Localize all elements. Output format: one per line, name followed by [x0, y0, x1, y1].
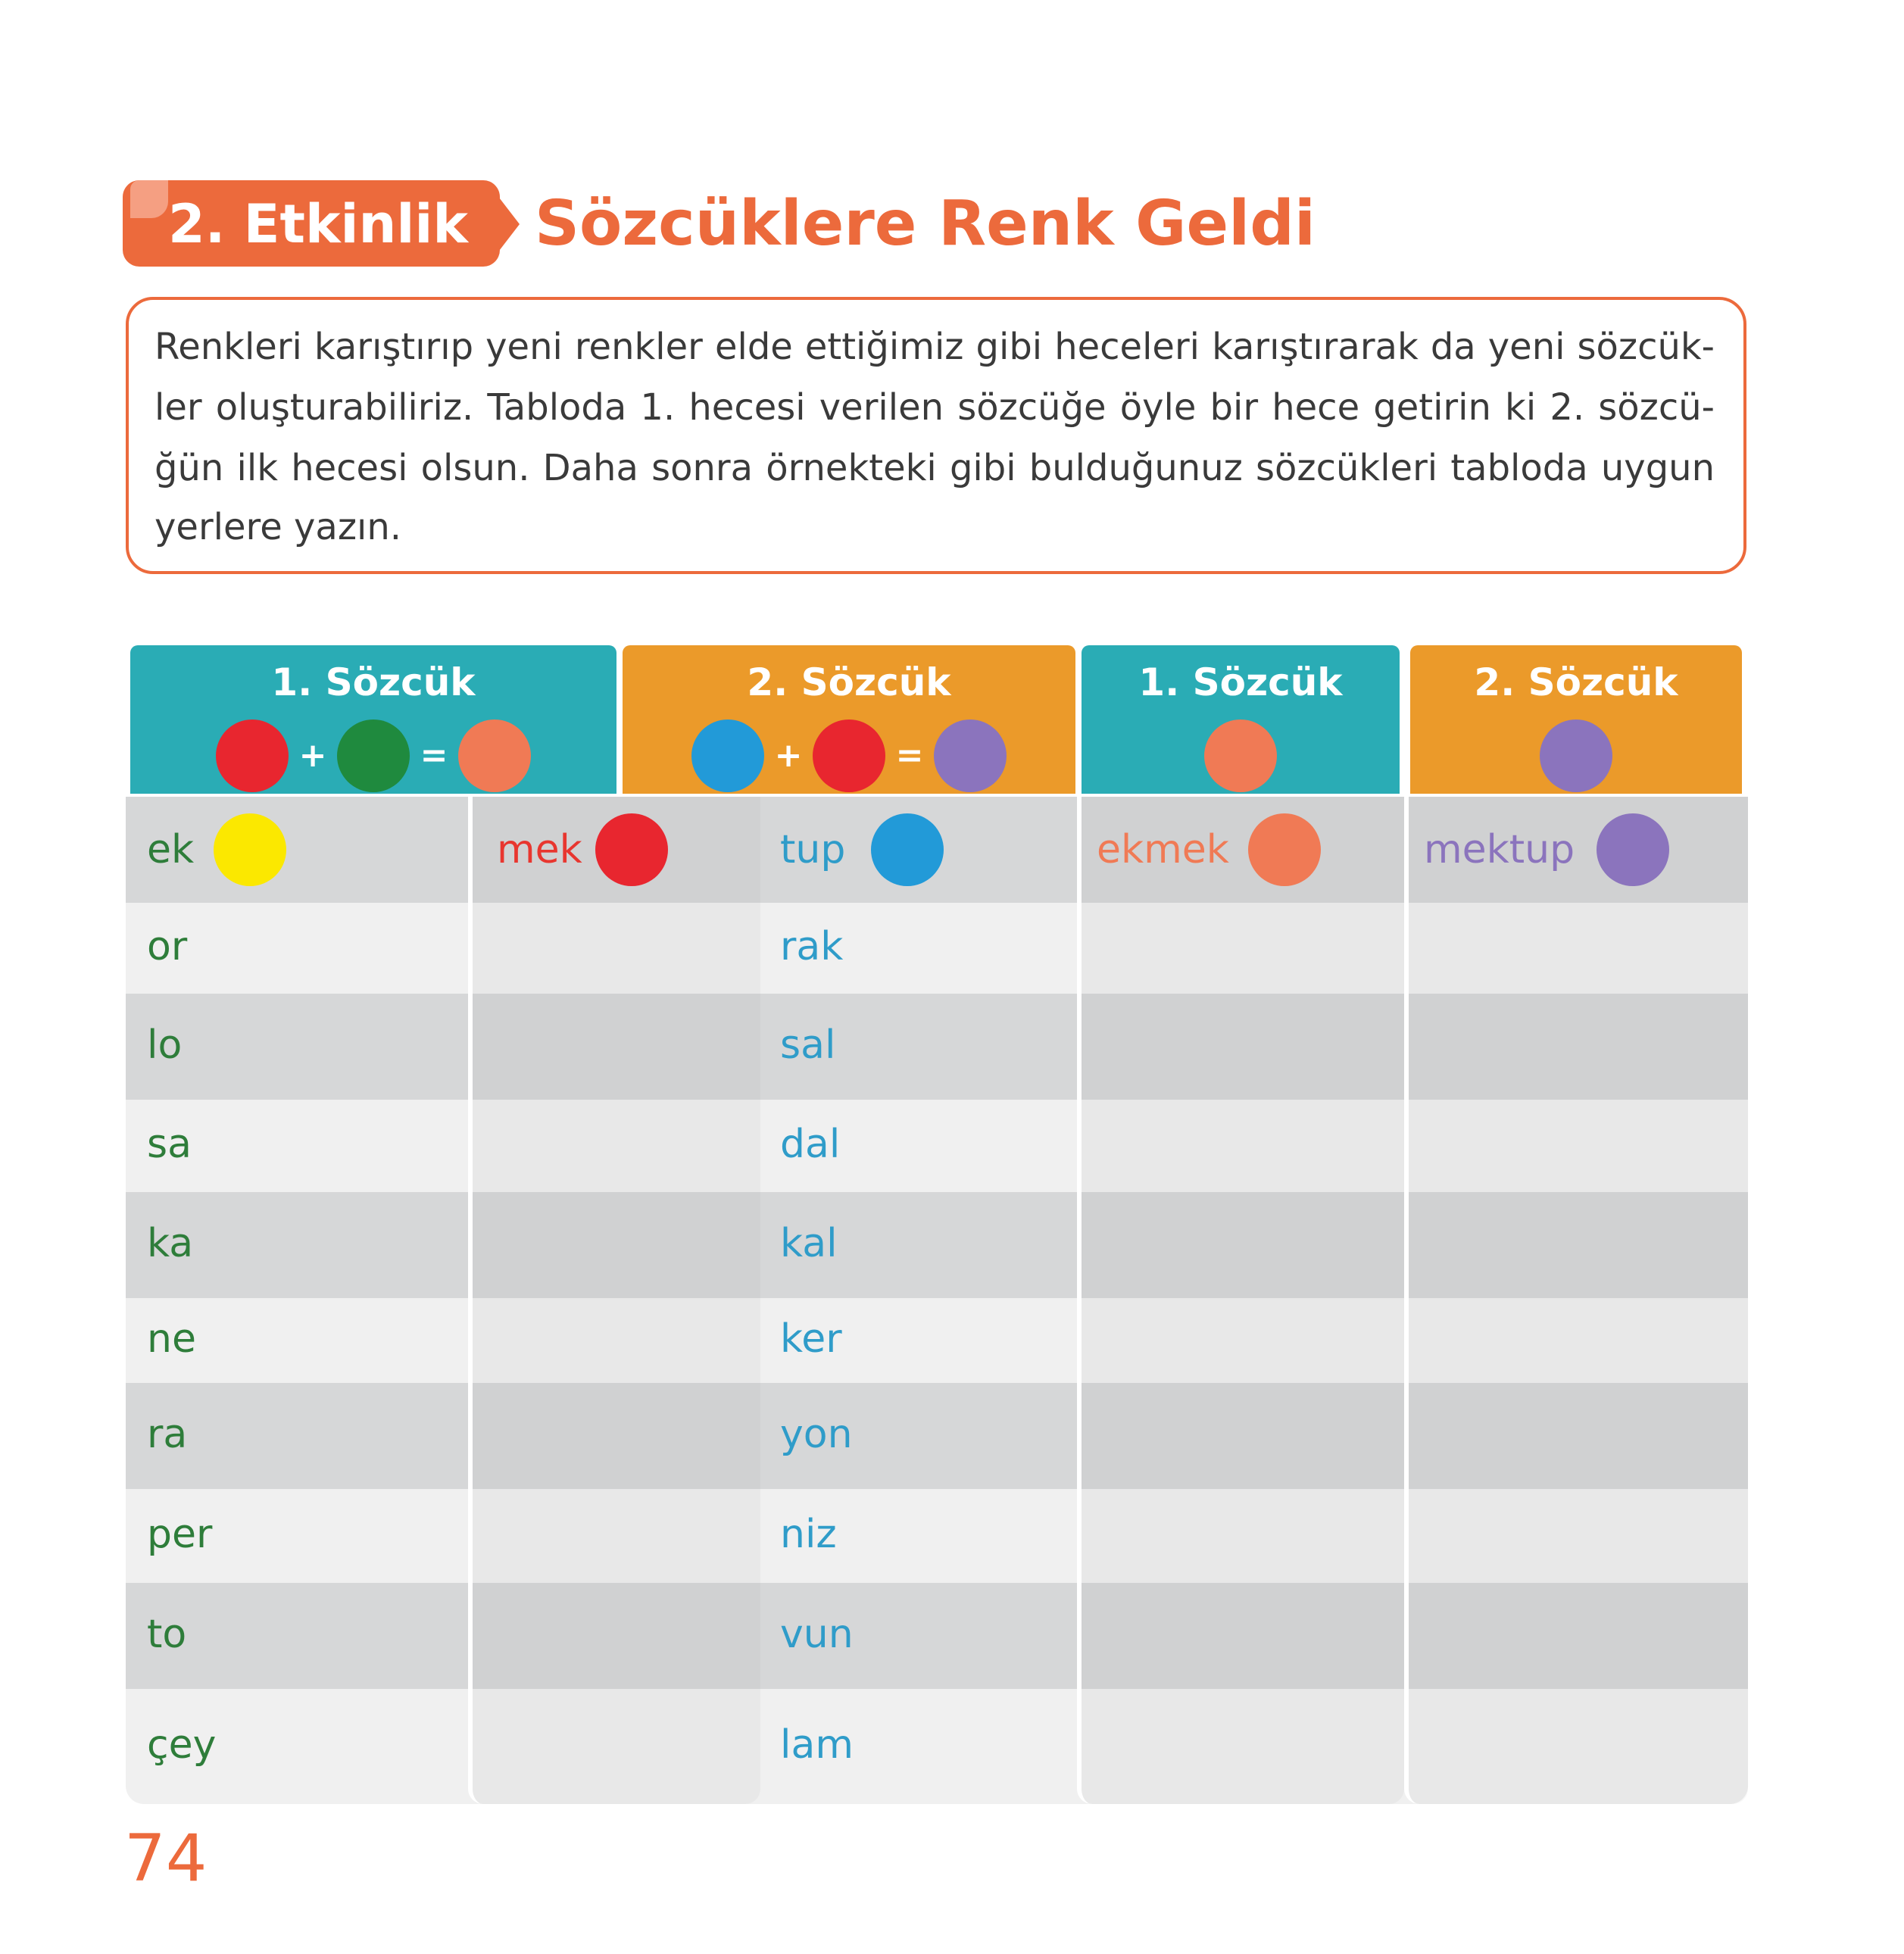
plus-sign: +	[774, 736, 803, 775]
last-syllable: lam	[780, 1722, 854, 1768]
color-dot-red	[595, 813, 668, 886]
first-syllable: lo	[147, 1022, 183, 1068]
middle-syllable-blank[interactable]	[473, 1583, 760, 1689]
word-2-blank[interactable]	[1409, 1192, 1748, 1298]
column-header-label: 1. Sözcük	[1138, 660, 1343, 704]
last-syllable: dal	[780, 1122, 841, 1167]
word-1-blank[interactable]	[1082, 903, 1404, 994]
middle-syllable-blank[interactable]	[473, 1383, 760, 1489]
middle-syllable-blank[interactable]	[473, 1192, 760, 1298]
column-header-label: 1. Sözcük	[271, 660, 476, 704]
middle-syllable-blank[interactable]	[473, 1489, 760, 1583]
example-middle-syllable: mek	[497, 827, 582, 872]
example-first-syllable: ek	[147, 827, 195, 872]
instructions-line: ğün ilk hecesi olsun. Daha sonra örnekteki gibi bulduğunuz sözcükleri tabloda uygun	[155, 447, 1715, 489]
word-2-blank[interactable]	[1409, 1689, 1748, 1804]
last-syllable: rak	[780, 924, 844, 969]
first-syllable: or	[147, 924, 188, 969]
color-dot-salmon	[1248, 813, 1321, 886]
word-1-blank[interactable]	[1082, 1383, 1404, 1489]
column-header	[1082, 645, 1400, 794]
instructions-line: yerlere yazın.	[155, 506, 402, 548]
middle-syllable-blank[interactable]	[473, 903, 760, 994]
word-2-blank[interactable]	[1409, 1100, 1748, 1192]
example-word-2: mektup	[1424, 827, 1575, 872]
word-1-blank[interactable]	[1082, 1689, 1404, 1804]
word-1-blank[interactable]	[1082, 994, 1404, 1100]
color-dot-blue	[691, 719, 764, 792]
column-header	[623, 645, 1075, 794]
equals-sign: =	[895, 736, 924, 775]
first-syllable: çey	[147, 1722, 217, 1768]
badge-arrow	[489, 185, 520, 264]
middle-syllable-blank[interactable]	[473, 1298, 760, 1383]
first-syllable: ra	[147, 1412, 188, 1457]
word-2-blank[interactable]	[1409, 1383, 1748, 1489]
first-syllable: ka	[147, 1221, 194, 1266]
middle-syllable-blank[interactable]	[473, 994, 760, 1100]
example-word-1: ekmek	[1097, 827, 1229, 872]
page-number: 74	[124, 1821, 208, 1896]
first-syllable: to	[147, 1612, 187, 1657]
middle-syllable-blank[interactable]	[473, 1100, 760, 1192]
word-2-blank[interactable]	[1409, 1583, 1748, 1689]
page-title: Sözcüklere Renk Geldi	[535, 188, 1316, 260]
first-syllable: sa	[147, 1122, 192, 1167]
last-syllable: kal	[780, 1221, 838, 1266]
column-header-label: 2. Sözcük	[1474, 660, 1678, 704]
color-dot-purple	[1597, 813, 1669, 886]
color-dot-red	[813, 719, 885, 792]
example-last-syllable: tup	[780, 827, 846, 872]
word-2-blank[interactable]	[1409, 994, 1748, 1100]
color-dot-salmon	[1204, 719, 1277, 792]
last-syllable: ker	[780, 1316, 842, 1362]
middle-syllable-blank[interactable]	[473, 1689, 760, 1804]
word-1-blank[interactable]	[1082, 1192, 1404, 1298]
color-dot-purple	[934, 719, 1007, 792]
color-dot-green	[337, 719, 410, 792]
word-1-blank[interactable]	[1082, 1583, 1404, 1689]
color-dot-purple	[1540, 719, 1612, 792]
last-syllable: sal	[780, 1022, 836, 1068]
equals-sign: =	[420, 736, 448, 775]
color-dot-yellow	[214, 813, 286, 886]
first-syllable: ne	[147, 1316, 196, 1362]
first-syllable: per	[147, 1512, 213, 1557]
badge-corner-fold	[130, 180, 168, 218]
column-header-label: 2. Sözcük	[747, 660, 951, 704]
instructions-line: ler oluşturabiliriz. Tabloda 1. hecesi verilen sözcüğe öyle bir hece getirin ki 2. sözcü-	[155, 386, 1715, 429]
color-dot-blue	[871, 813, 944, 886]
instructions-line: Renkleri karıştırıp yeni renkler elde ettiğimiz gibi heceleri karıştırarak da yeni sözcük-	[155, 326, 1715, 368]
plus-sign: +	[298, 736, 327, 775]
word-1-blank[interactable]	[1082, 1298, 1404, 1383]
word-2-blank[interactable]	[1409, 1298, 1748, 1383]
column-header	[1410, 645, 1742, 794]
word-1-blank[interactable]	[1082, 1489, 1404, 1583]
last-syllable: vun	[780, 1612, 854, 1657]
last-syllable: niz	[780, 1512, 837, 1557]
color-dot-red	[216, 719, 289, 792]
word-2-blank[interactable]	[1409, 1489, 1748, 1583]
activity-badge-label: 2. Etkinlik	[168, 193, 468, 255]
word-1-blank[interactable]	[1082, 1100, 1404, 1192]
column-header	[130, 645, 616, 794]
color-dot-salmon	[458, 719, 531, 792]
last-syllable: yon	[780, 1412, 853, 1457]
word-2-blank[interactable]	[1409, 903, 1748, 994]
